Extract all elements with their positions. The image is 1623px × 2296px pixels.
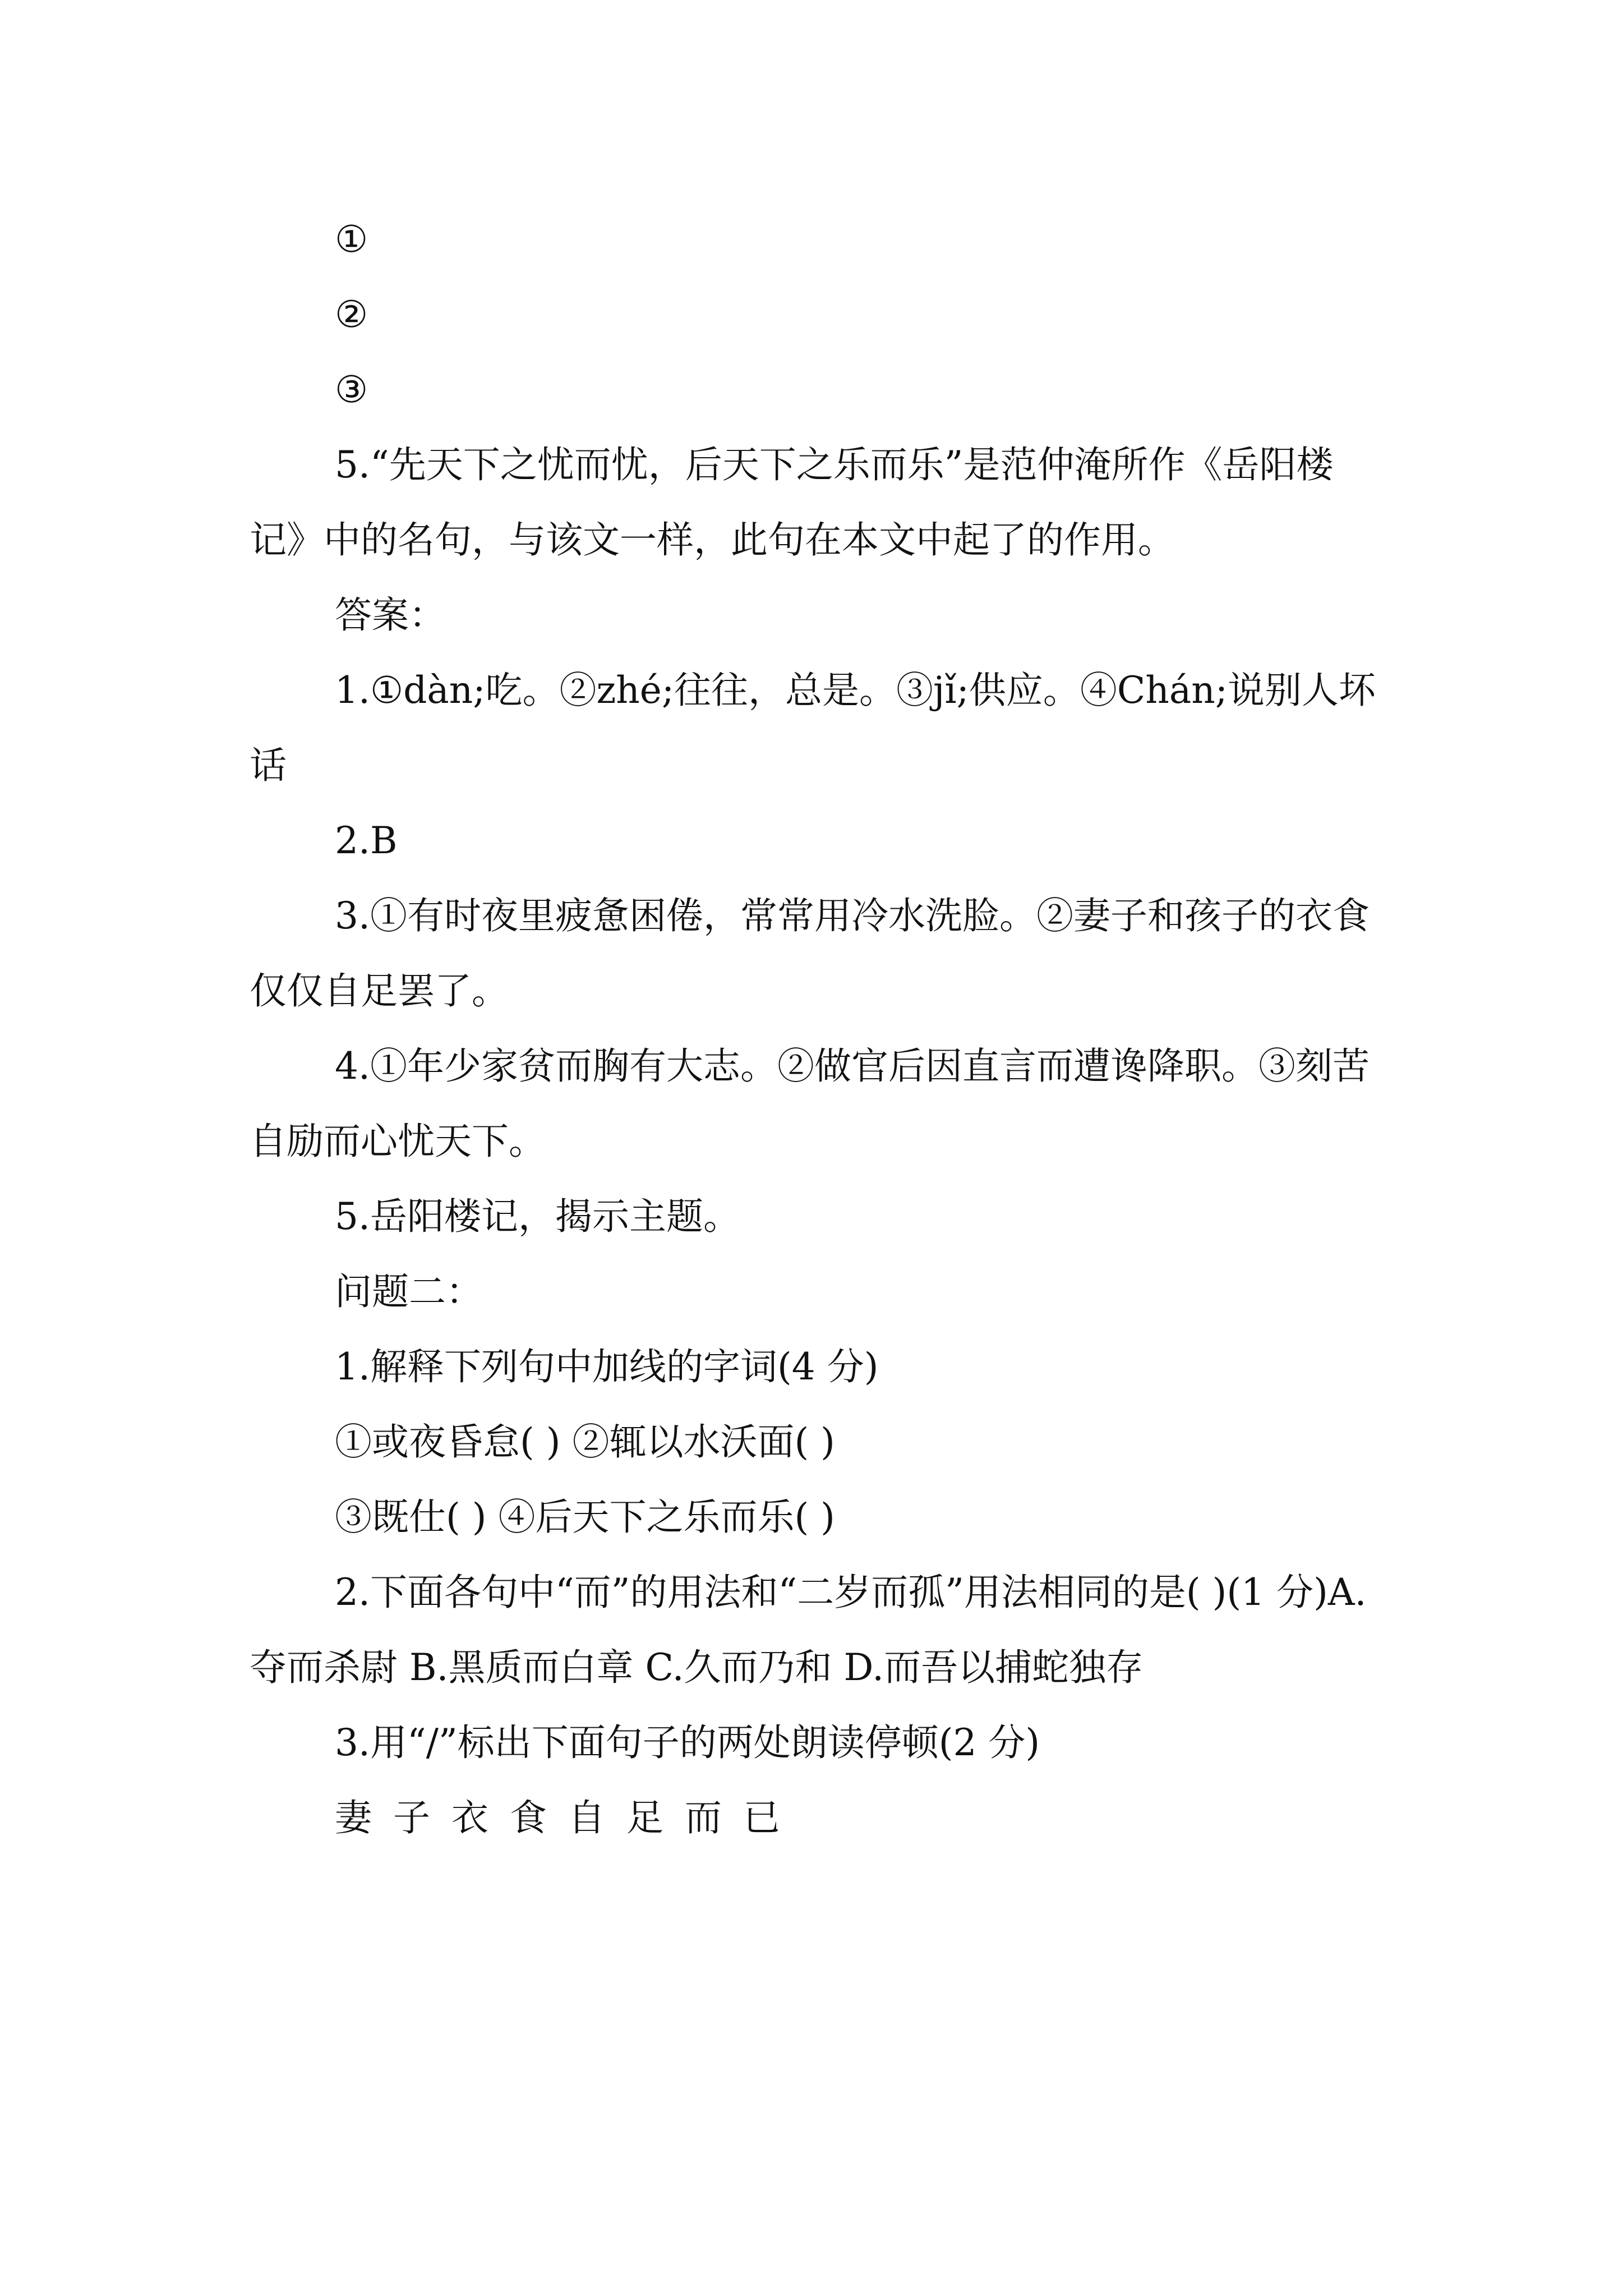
answer-5: 5.岳阳楼记，揭示主题。 [335,1195,740,1238]
answer-1: 1.①dàn;吃。②zhé;往往，总是。③jǐ;供应。④Chán;说别人坏话 [250,669,1376,787]
answer-4: 4.①年少家贫而胸有大志。②做官后因直言而遭谗降职。③刻苦自励而心忧天下。 [250,1045,1370,1163]
question-5: 5.“先天下之忧而忧，后天下之乐而乐”是范仲淹所作《岳阳楼记》中的名句，与该文一样，此句在本文中起了的作用。 [250,443,1334,562]
blank-item-2: ② [335,293,368,336]
answer-2: 2.B [335,819,398,862]
q2-item-1-b: ③既仕( ) ④后天下之乐而乐( ) [335,1496,835,1539]
answer-heading: 答案： [335,593,446,637]
q2-item-3: 3.用“/”标出下面句子的两处朗读停顿(2 分) [335,1721,1040,1764]
blank-item-1: ① [335,218,368,261]
blank-item-3: ③ [335,368,368,411]
section-heading-question-2: 问题二： [335,1270,483,1313]
document-body [250,202,1388,1856]
q2-item-3-sentence: 妻子衣食自足而已 [335,1796,801,1839]
answer-3: 3.①有时夜里疲惫困倦，常常用冷水洗脸。②妻子和孩子的衣食仅仅自足罢了。 [250,894,1370,1013]
q2-item-2: 2.下面各句中“而”的用法和“二岁而孤”用法相同的是( )(1 分)A.夺而杀尉 B.黑质而白章 C.久而乃和 D.而吾以捕蛇独存 [250,1571,1367,1689]
q2-item-1: 1.解释下列句中加线的字词(4 分) [335,1345,879,1388]
q2-item-1-a: ①或夜昏怠( ) ②辄以水沃面( ) [335,1420,835,1464]
